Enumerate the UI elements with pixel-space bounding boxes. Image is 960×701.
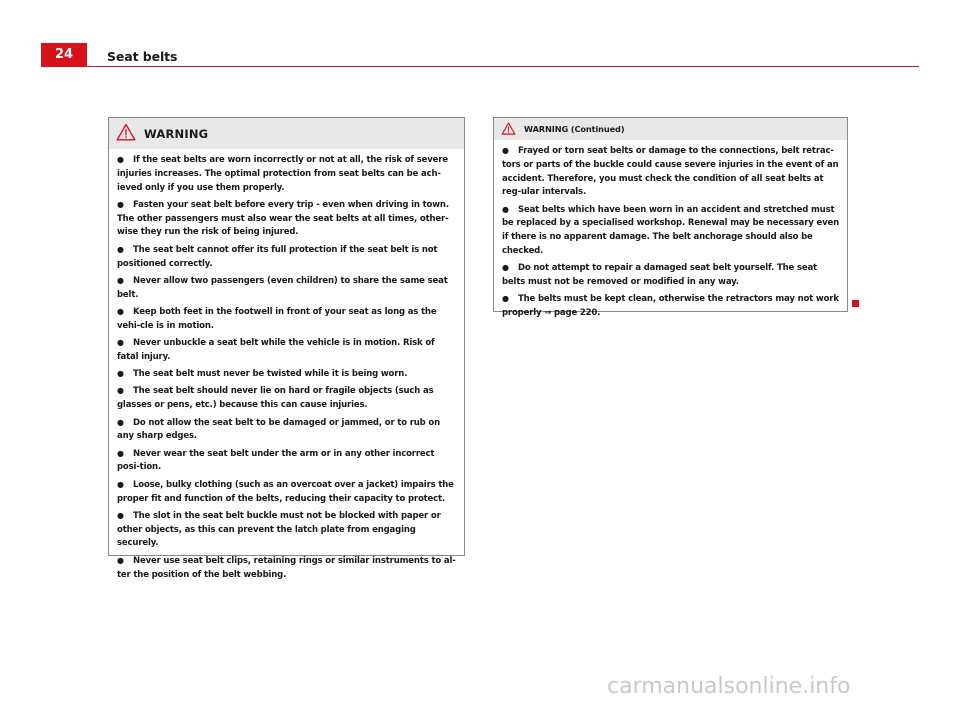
warning-title: WARNING (Continued) [524,124,625,134]
list-item: ● Do not allow the seat belt to be damaged or jammed, or to rub on any sharp edges. [117,417,440,442]
bullet-icon: ● [117,275,124,285]
list-item: ● Never unbuckle a seat belt while the vehicle is in motion. Risk of fatal injury. [117,338,435,362]
bullet-icon: ● [117,244,124,254]
list-item: ● Never wear the seat belt under the arm or in any other incorrect posi-tion. [117,448,435,473]
header-rule [87,66,919,67]
list-item: ● Seat belts which have been worn in an accident and stretched must be replaced by a specialised workshop. Renewal may be necessary even if there is no apparent damage. The belt anchorage should also be checked. [502,204,839,257]
bullet-icon: ● [117,448,124,458]
list-item: ● Keep both feet in the footwell in front of your seat as long as the vehi-cle is in motion. [117,306,437,331]
warning-box-right [493,117,848,319]
warning-triangle-icon [501,120,516,139]
list-item: ● The slot in the seat belt buckle must not be blocked with paper or other objects, as this can prevent the latch plate from engaging securely. [117,510,441,549]
list-item: ● Loose, bulky clothing (such as an overcoat over a jacket) impairs the proper fit and function of the belts, reducing their capacity to protect. [117,479,454,504]
warning-list [494,140,847,321]
bullet-icon: ● [117,155,124,164]
list-item: ● Never allow two passengers (even children) to share the same seat belt. [117,275,448,300]
watermark: carmanualsonline.info [607,674,851,699]
bullet-icon: ● [117,479,124,489]
page-number: 24 [41,43,87,67]
warning-box-left [108,117,465,580]
warning-list [109,149,464,582]
list-item: ● Frayed or torn seat belts or damage to the connections, belt retrac-tors or parts of the buckle could cause severe injuries in the event of an accident. Therefore, you must check the condition of all seat belts at reg-ular intervals. [502,146,839,198]
bullet-icon: ● [117,306,124,316]
bullet-icon: ● [117,510,124,520]
list-item: ● The seat belt cannot offer its full protection if the seat belt is not positioned correctly. [117,244,438,269]
list-item: ● The seat belt should never lie on hard or fragile objects (such as glasses or pens, etc.) because this can cause injuries. [117,386,434,411]
bullet-icon: ● [117,386,124,396]
list-item: ● Fasten your seat belt before every trip - even when driving in town. The other passengers must also wear the seat belts at all times, other-wise they run the risk of being injured. [117,199,449,238]
warning-header [109,118,464,149]
list-item: ● The belts must be kept clean, otherwise the retractors may not work properly ⇒ page 220. [502,294,839,319]
section-end-icon [852,300,859,307]
warning-header [494,118,847,140]
bullet-icon: ● [117,369,124,379]
warning-title: WARNING [144,126,209,141]
list-item: ● Never use seat belt clips, retaining rings or similar instruments to al-ter the position of the belt webbing. [117,555,456,580]
bullet-icon: ● [117,199,124,209]
bullet-icon: ● [502,294,509,304]
page-title: Seat belts [107,49,178,64]
bullet-icon: ● [502,146,509,155]
list-item: ● If the seat belts are worn incorrectly or not at all, the risk of severe injuries increases. The optimal protection from seat belts can be ach-ieved only if you use them properly. [117,155,448,193]
bullet-icon: ● [117,338,124,348]
bullet-icon: ● [117,555,124,565]
warning-triangle-icon [116,123,136,145]
bullet-icon: ● [502,263,509,273]
list-item: ● Do not attempt to repair a damaged seat belt yourself. The seat belts must not be removed or modified in any way. [502,263,817,288]
bullet-icon: ● [502,204,509,214]
bullet-icon: ● [117,417,124,427]
list-item: ● The seat belt must never be twisted while it is being worn. [117,369,408,380]
